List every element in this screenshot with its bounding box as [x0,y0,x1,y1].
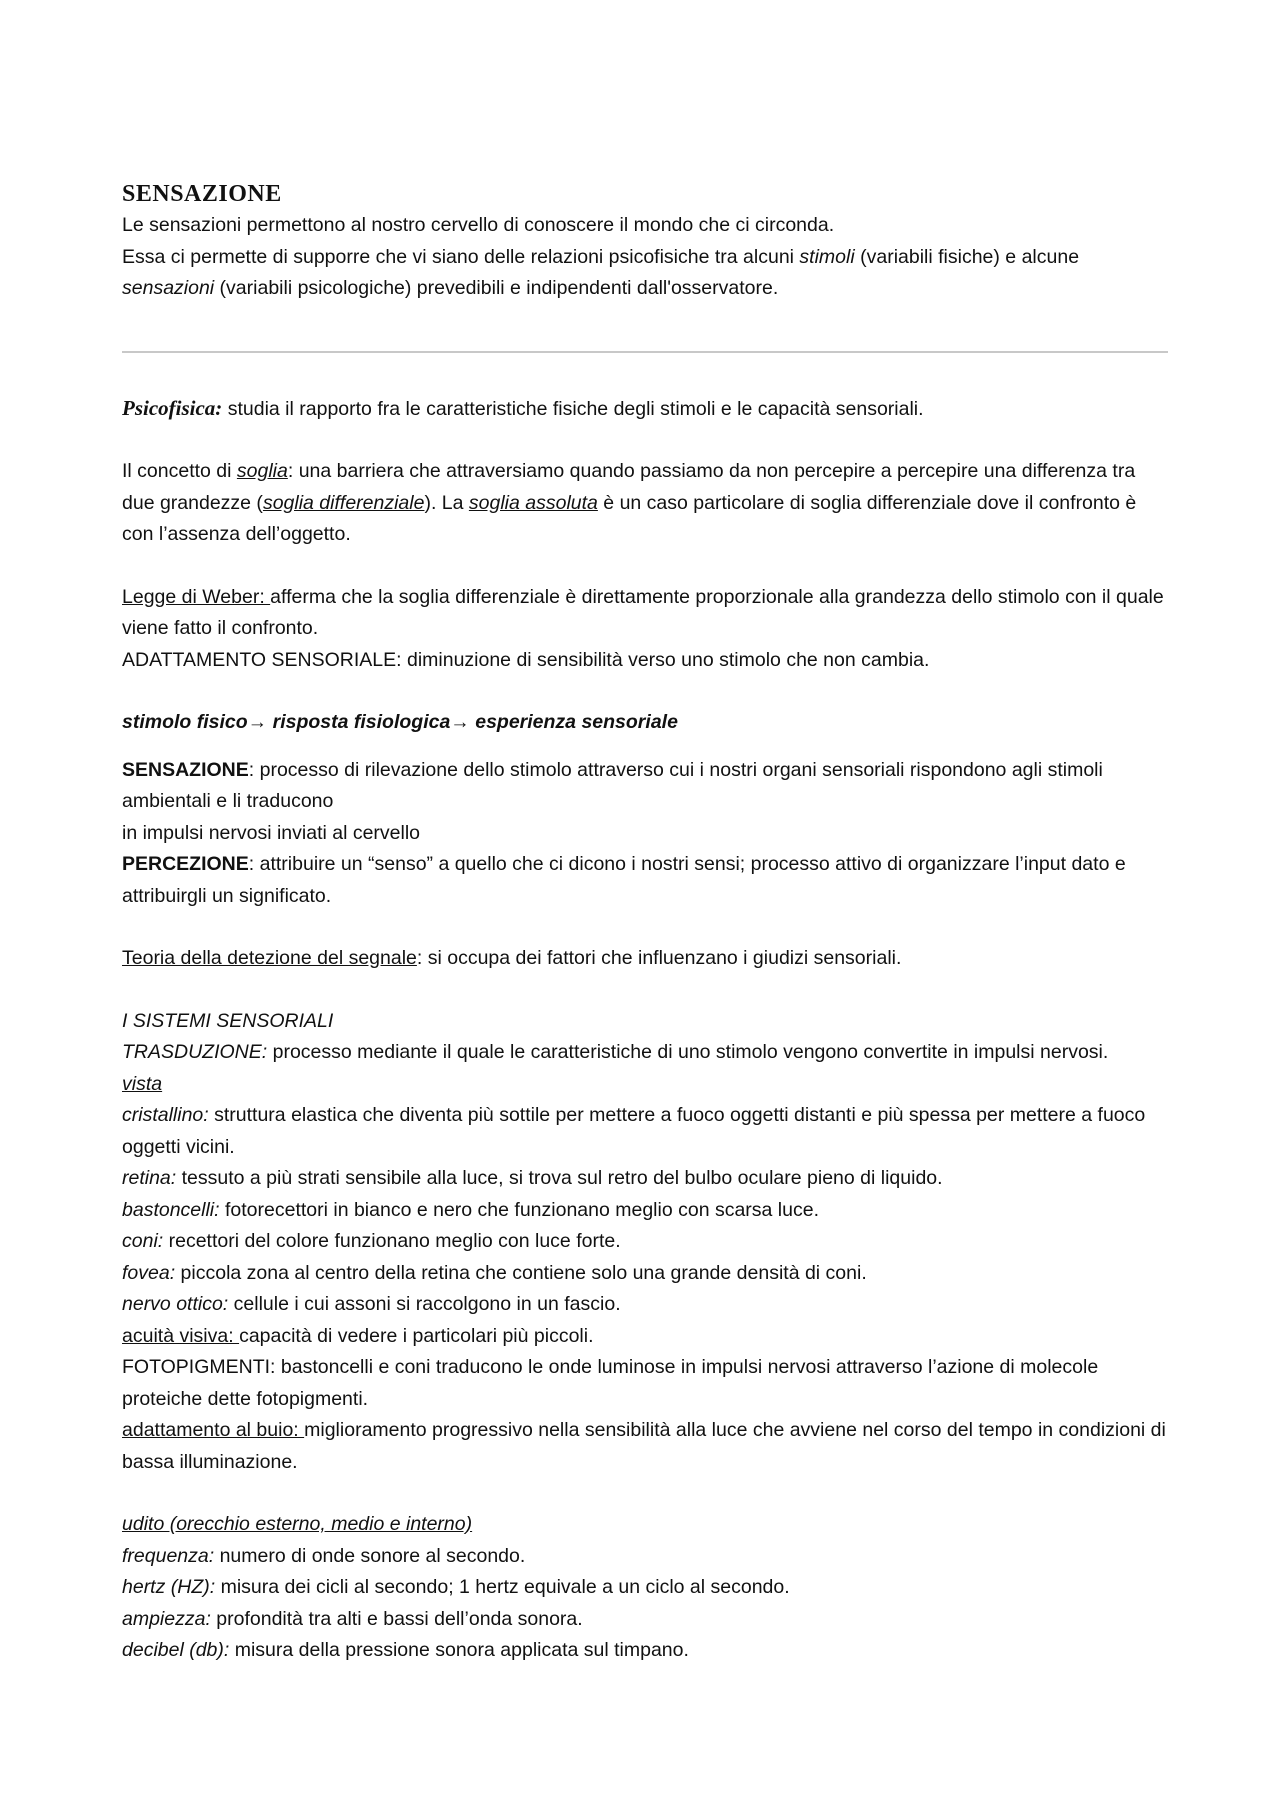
percezione-term: PERCEZIONE [122,853,249,875]
acuita-def: capacità di vedere i particolari più piccoli. [239,1324,594,1347]
item-def: fotorecettori in bianco e nero che funzionano meglio con scarsa luce. [219,1198,819,1221]
italic-term: stimoli [799,245,855,268]
list-item [122,1635,1168,1667]
psicofisica-def: studia il rapporto fra le caratteristiche fisiche degli stimoli e le capacità sensoriali. [222,397,924,420]
soglia-assoluta-term: soglia assoluta [468,491,598,514]
fotopigmenti-paragraph: FOTOPIGMENTI: bastoncelli e coni traducono le onde luminose in impulsi nervosi attraverso l’azione di molecole proteiche dette fotopigmenti. [122,1356,1099,1410]
list-item [122,1541,1168,1573]
item-def: numero di onde sonore al secondo. [214,1544,526,1567]
item-def: misura della pressione sonora applicata sul timpano. [229,1639,689,1661]
percezione-definition [122,849,1168,912]
psicofisica-term: Psicofisica: [122,395,223,420]
item-term: nervo ottico: [122,1293,229,1315]
acuita-paragraph [122,1321,1168,1353]
text-span: Essa ci permette di supporre che vi siano delle relazioni psicofisiche tra alcuni [122,245,800,268]
adattamento-paragraph: ADATTAMENTO SENSORIALE: diminuzione di sensibilità verso uno stimolo che non cambia. [122,648,930,671]
document-page [122,178,1168,1667]
buio-term: adattamento al buio: [122,1419,305,1441]
process-chain: stimolo fisico→ risposta fisiologica→ esperienza sensoriale [122,711,678,733]
item-def: piccola zona al centro della retina che contiene solo una grande densità di coni. [175,1261,867,1284]
trasduzione-def: processo mediante il quale le caratteristiche di uno stimolo vengono convertite in impulsi nervosi. [267,1041,1109,1063]
item-def: cellule i cui assoni si raccolgono in un fascio. [228,1293,621,1315]
teoria-def: : si occupa dei fattori che influenzano i giudizi sensoriali. [416,947,902,969]
horizontal-divider [122,351,1168,353]
vista-heading: vista [122,1072,163,1095]
text-span: ). La [424,491,469,514]
item-term: hertz (HZ): [122,1576,216,1598]
item-term: ampiezza: [122,1607,211,1630]
sensazione-definition [122,755,1168,818]
page-title: SENSAZIONE [122,181,282,207]
item-term: coni: [122,1230,164,1252]
list-item [122,1289,1168,1321]
soglia-term: soglia [236,460,288,482]
weber-paragraph [122,582,1168,645]
teoria-paragraph [122,943,1168,975]
buio-paragraph [122,1415,1168,1478]
soglia-differenziale-term: soglia differenziale [262,491,425,514]
item-term: cristallino: [122,1104,209,1126]
item-term: decibel (db): [122,1639,230,1661]
trasduzione-term: TRASDUZIONE: [122,1041,268,1063]
item-def: profondità tra alti e bassi dell’onda sonora. [210,1607,583,1630]
sensazione-term: SENSAZIONE [122,758,249,781]
sensazione-def: : processo di rilevazione dello stimolo attraverso cui i nostri organi sensoriali rispondono agli stimoli ambientali e li traducono [122,758,1103,812]
teoria-term: Teoria della detezione del segnale [122,947,417,969]
udito-heading: udito (orecchio esterno, medio e interno) [122,1513,473,1535]
buio-def: miglioramento progressivo nella sensibilità alla luce che avviene nel corso del tempo in condizioni di bassa illuminazione. [122,1419,1166,1473]
item-term: retina: [122,1167,177,1189]
weber-def: afferma che la soglia differenziale è direttamente proporzionale alla grandezza dello stimolo con il quale viene fatto il confronto. [122,585,1164,639]
intro-paragraph [122,242,1168,305]
text-span: (variabili fisiche) e alcune [854,245,1080,268]
item-term: frequenza: [122,1544,215,1567]
text-span: (variabili psicologiche) prevedibili e indipendenti dall'osservatore. [214,277,779,299]
text-span: : una barriera che attraversiamo quando passiamo da non percepire a percepire una differenza tra due grandezze ( [122,460,1136,514]
weber-term: Legge di Weber: [122,585,271,608]
percezione-def: : attribuire un “senso” a quello che ci dicono i nostri sensi; processo attivo di organizzare l’input dato e attribuirgli un significato. [122,853,1126,907]
list-item [122,1100,1168,1163]
list-item [122,1226,1168,1258]
soglia-paragraph [122,456,1168,551]
sistemi-heading: I SISTEMI SENSORIALI [122,1009,334,1032]
list-item [122,1163,1168,1195]
list-item [122,1258,1168,1290]
item-term: bastoncelli: [122,1198,220,1221]
list-item [122,1195,1168,1227]
acuita-term: acuità visiva: [122,1324,240,1347]
text-span: Il concetto di [122,460,237,482]
psicofisica-paragraph [122,393,1168,426]
text-span: è un caso particolare di soglia differenziale dove il confronto è con l’assenza dell’oggetto. [122,491,1137,545]
sensazione-definition-cont: in impulsi nervosi inviati al cervello [122,821,421,844]
item-def: tessuto a più strati sensibile alla luce, si trova sul retro del bulbo oculare pieno di liquido. [176,1167,943,1189]
list-item [122,1572,1168,1604]
item-def: struttura elastica che diventa più sottile per mettere a fuoco oggetti distanti e più spessa per mettere a fuoco oggetti vicini. [122,1104,1146,1158]
italic-term: sensazioni [122,277,215,299]
item-def: misura dei cicli al secondo; 1 hertz equivale a un ciclo al secondo. [215,1576,790,1598]
trasduzione-paragraph [122,1037,1168,1069]
item-def: recettori del colore funzionano meglio con luce forte. [163,1230,621,1252]
list-item [122,1604,1168,1636]
item-term: fovea: [122,1261,176,1284]
intro-line: Le sensazioni permettono al nostro cervello di conoscere il mondo che ci circonda. [122,214,835,236]
